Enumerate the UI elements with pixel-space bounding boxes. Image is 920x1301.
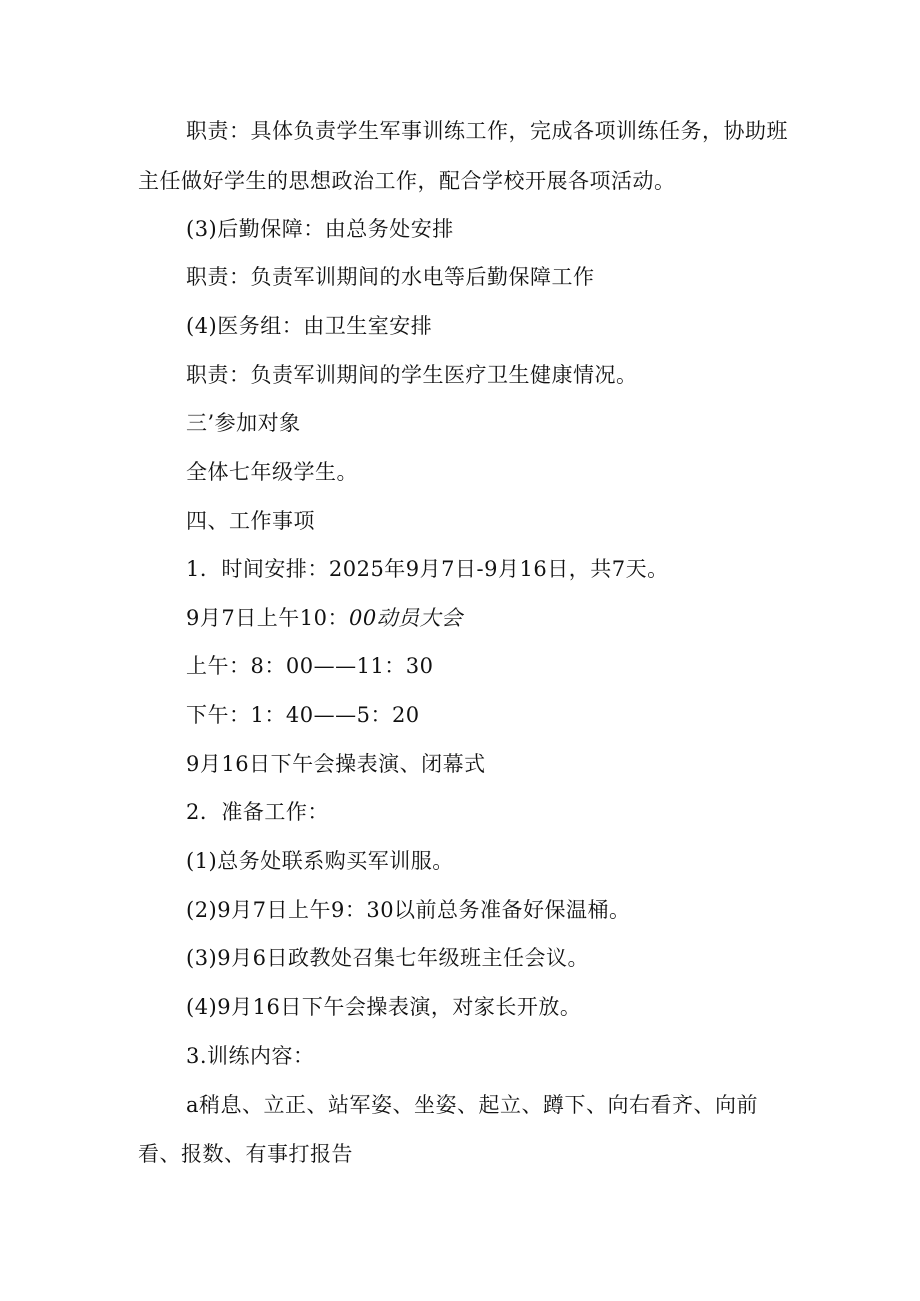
prep-meeting: (3)9月6日政教处召集七年级班主任会议。	[186, 946, 589, 970]
schedule-afternoon: 下午：1：40——5：20	[186, 703, 420, 727]
item-training-content: 3.训练内容：	[186, 1044, 315, 1068]
schedule-opening-event: 00动员大会	[348, 606, 463, 630]
training-content-line1: a稍息、立正、站军姿、坐姿、起立、蹲下、向右看齐、向前	[186, 1093, 759, 1117]
schedule-closing: 9月16日下午会操表演、闭幕式	[186, 752, 486, 776]
item-schedule: 1．时间安排：2025年9月7日-9月16日，共7天。	[186, 557, 669, 581]
schedule-opening-ceremony	[186, 605, 463, 631]
paragraph-duties-training-line1: 职责：具体负责学生军事训练工作，完成各项训练任务，协助班	[186, 119, 788, 143]
heading-participants: 三’参加对象	[186, 411, 301, 435]
paragraph-participants: 全体七年级学生。	[186, 460, 358, 484]
prep-uniforms: (1)总务处联系购买军训服。	[186, 849, 454, 873]
training-content-line2: 看、报数、有事打报告	[138, 1142, 353, 1166]
prep-open-day: (4)9月16日下午会操表演，对家长开放。	[186, 995, 582, 1019]
item-preparation: 2．准备工作：	[186, 800, 329, 824]
paragraph-duties-training-line2: 主任做好学生的思想政治工作，配合学校开展各项活动。	[138, 169, 676, 193]
section-medical: (4)医务组：由卫生室安排	[186, 314, 433, 338]
section-logistics: (3)后勤保障：由总务处安排	[186, 217, 454, 241]
paragraph-duties-medical: 职责：负责军训期间的学生医疗卫生健康情况。	[186, 363, 638, 387]
paragraph-duties-logistics: 职责：负责军训期间的水电等后勤保障工作	[186, 265, 595, 289]
schedule-opening-date: 9月7日上午10：	[186, 606, 349, 630]
prep-thermos: (2)9月7日上午9：30以前总务准备好保温桶。	[186, 898, 631, 922]
schedule-morning: 上午：8：00——11：30	[186, 654, 434, 678]
heading-work-items: 四、工作事项	[186, 509, 315, 533]
